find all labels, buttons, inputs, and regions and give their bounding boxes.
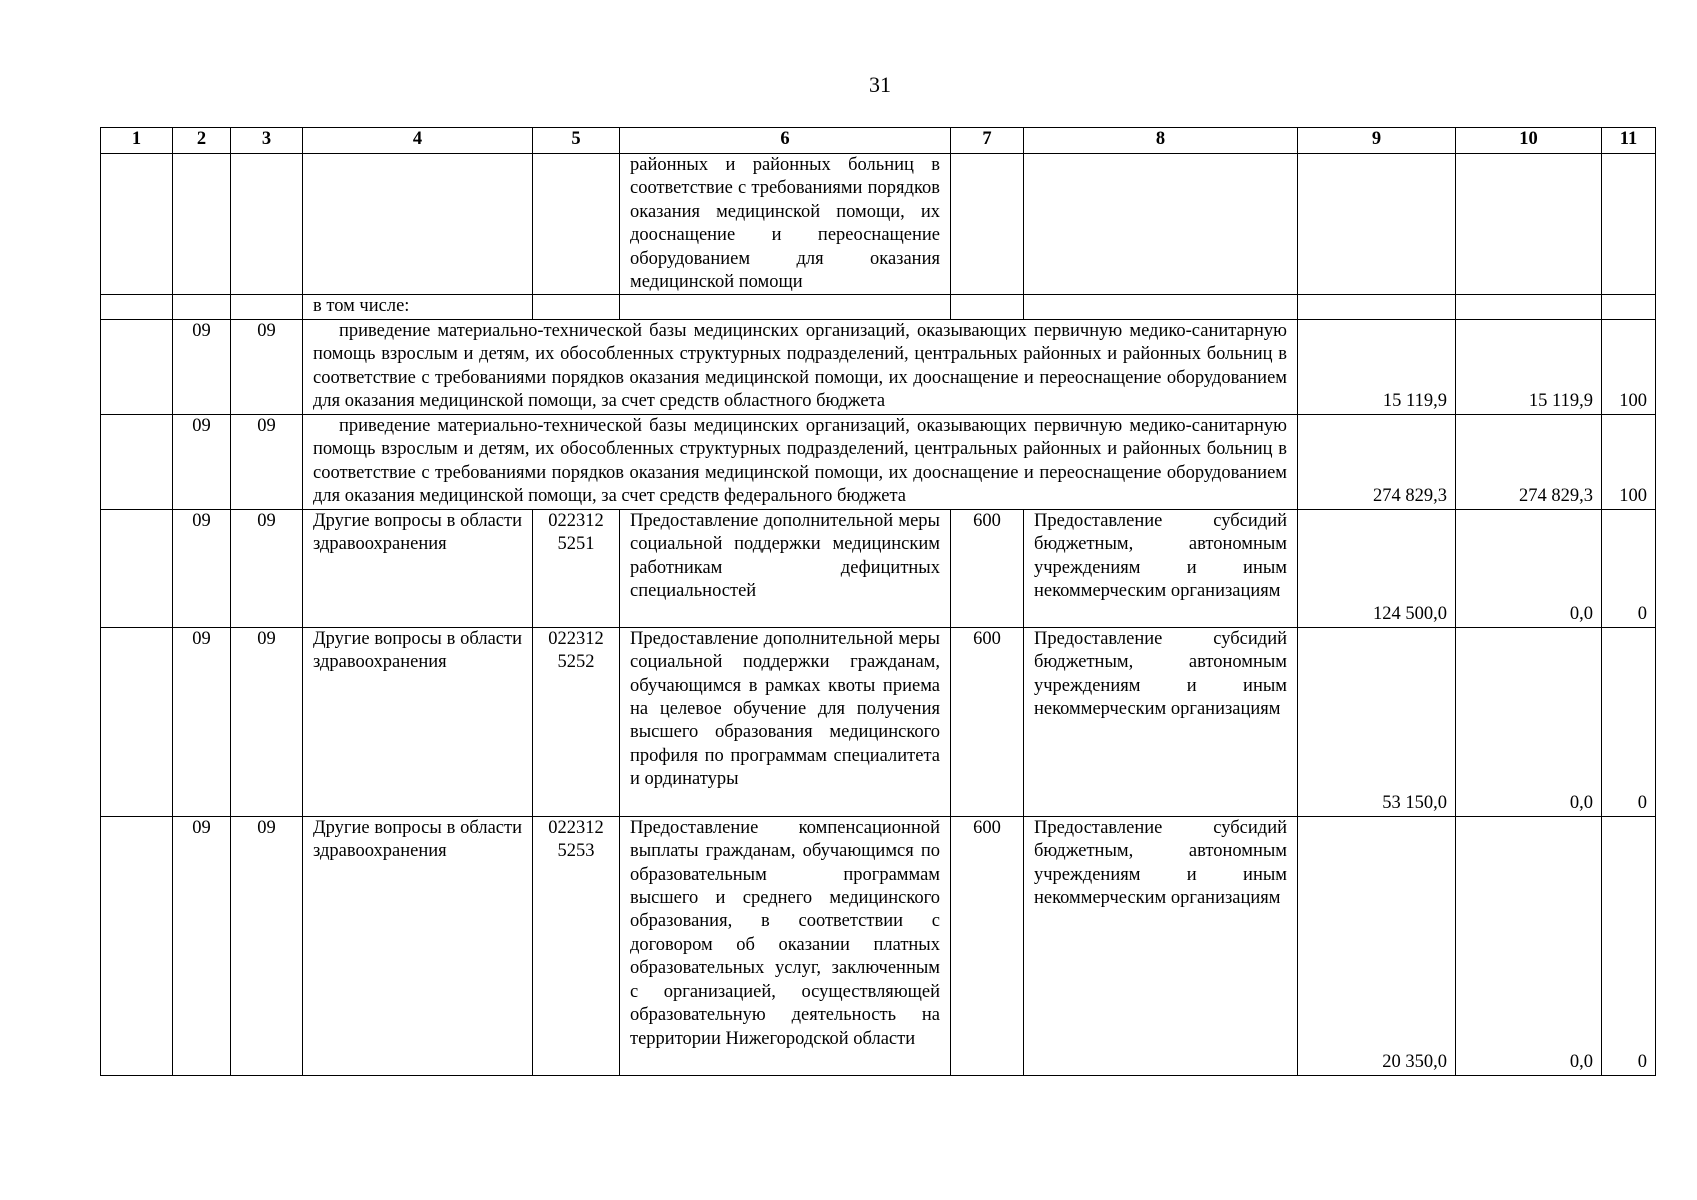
table-row (101, 319, 1656, 414)
table-cell (101, 154, 173, 295)
section-name: Другие вопросы в области здравоохранения (303, 816, 533, 1075)
expense-type-name: Предоставление субсидий бюджетным, автономным учреждениям и иным некоммерческим организациям (1024, 509, 1298, 627)
table-cell (1298, 295, 1456, 319)
actual-amount: 15 119,9 (1456, 319, 1602, 414)
budget-table (100, 127, 1656, 1076)
table-cell (951, 295, 1024, 319)
table-cell (101, 627, 173, 816)
table-cell (101, 319, 173, 414)
target-article-code (533, 627, 620, 816)
page-number: 31 (869, 72, 891, 97)
column-header: 1 (101, 128, 173, 154)
column-header: 5 (533, 128, 620, 154)
table-cell (101, 414, 173, 509)
event-description: Предоставление дополнительной меры социальной поддержки гражданам, обучающимся в рамках квоты приема на целевое обучение для получения высшего образования медицинского профиля по программам специалитета и ординатуры (620, 627, 951, 816)
planned-amount: 15 119,9 (1298, 319, 1456, 414)
table-cell (173, 154, 231, 295)
section-name: Другие вопросы в области здравоохранения (303, 627, 533, 816)
planned-amount: 53 150,0 (1298, 627, 1456, 816)
subsection-code: 09 (231, 816, 303, 1075)
column-header: 7 (951, 128, 1024, 154)
table-row (101, 154, 1656, 295)
table-cell (101, 509, 173, 627)
section-code: 09 (173, 627, 231, 816)
table-cell (101, 295, 173, 319)
section-code: 09 (173, 509, 231, 627)
table-cell (533, 295, 620, 319)
table-cell (1602, 295, 1656, 319)
table-row (101, 295, 1656, 319)
planned-amount: 274 829,3 (1298, 414, 1456, 509)
execution-percent: 100 (1602, 414, 1656, 509)
expense-type-name: Предоставление субсидий бюджетным, автономным учреждениям и иным некоммерческим организациям (1024, 627, 1298, 816)
section-code: 09 (173, 319, 231, 414)
table-cell (173, 295, 231, 319)
code-part: 5252 (557, 652, 595, 673)
subsection-code: 09 (231, 509, 303, 627)
column-header: 6 (620, 128, 951, 154)
code-part: 022312 (548, 628, 604, 649)
table-cell (303, 154, 533, 295)
table-row (101, 816, 1656, 1075)
target-article-code (533, 816, 620, 1075)
event-description: районных и районных больниц в соответствие с требованиями порядков оказания медицинской помощи, их дооснащение и переоснащение оборудованием для оказания медицинской помощи (620, 154, 951, 295)
table-cell (1298, 154, 1456, 295)
table-cell (1024, 154, 1298, 295)
actual-amount: 0,0 (1456, 816, 1602, 1075)
code-part: 022312 (548, 510, 604, 531)
column-header: 10 (1456, 128, 1602, 154)
execution-percent: 0 (1602, 816, 1656, 1075)
actual-amount: 0,0 (1456, 509, 1602, 627)
column-header: 11 (1602, 128, 1656, 154)
table-cell (620, 295, 951, 319)
table-header-row (101, 128, 1656, 154)
table-cell (231, 295, 303, 319)
event-description: Предоставление компенсационной выплаты гражданам, обучающимся по образовательным программам высшего и среднего медицинского образования, в соответствии с договором об оказании платных образовательных услуг, заключенным с организацией, осуществляющей образовательную деятельность на территории Нижегородской области (620, 816, 951, 1075)
code-part: 5253 (557, 841, 595, 862)
execution-percent: 0 (1602, 509, 1656, 627)
actual-amount: 274 829,3 (1456, 414, 1602, 509)
subsection-code: 09 (231, 627, 303, 816)
table-cell (1602, 154, 1656, 295)
planned-amount: 20 350,0 (1298, 816, 1456, 1075)
section-name: Другие вопросы в области здравоохранения (303, 509, 533, 627)
column-header: 4 (303, 128, 533, 154)
column-header: 9 (1298, 128, 1456, 154)
table-cell (231, 154, 303, 295)
merged-description: приведение материально-технической базы медицинских организаций, оказывающих первичную медико-санитарную помощь взрослым и детям, их обособленных структурных подразделений, центральных районных и районных больниц в соответствие с требованиями порядков оказания медицинской помощи, их дооснащение и переоснащение оборудованием для оказания медицинской помощи, за счет средств областного бюджета (303, 319, 1298, 414)
code-part: 022312 (548, 817, 604, 838)
code-part: 5251 (557, 534, 595, 555)
table-cell (533, 154, 620, 295)
section-code: 09 (173, 816, 231, 1075)
expense-type-code: 600 (951, 509, 1024, 627)
table-cell (1456, 154, 1602, 295)
table-cell (951, 154, 1024, 295)
table-row (101, 414, 1656, 509)
column-header: 8 (1024, 128, 1298, 154)
event-description: Предоставление дополнительной меры социальной поддержки медицинским работникам дефицитных специальностей (620, 509, 951, 627)
merged-description: приведение материально-технической базы медицинских организаций, оказывающих первичную медико-санитарную помощь взрослым и детям, их обособленных структурных подразделений, центральных районных и районных больниц в соответствие с требованиями порядков оказания медицинской помощи, их дооснащение и переоснащение оборудованием для оказания медицинской помощи, за счет средств федерального бюджета (303, 414, 1298, 509)
subsection-code: 09 (231, 319, 303, 414)
actual-amount: 0,0 (1456, 627, 1602, 816)
including-label: в том числе: (303, 295, 533, 319)
table-cell (101, 816, 173, 1075)
column-header: 2 (173, 128, 231, 154)
expense-type-code: 600 (951, 627, 1024, 816)
execution-percent: 100 (1602, 319, 1656, 414)
target-article-code (533, 509, 620, 627)
table-row (101, 627, 1656, 816)
expense-type-name: Предоставление субсидий бюджетным, автономным учреждениям и иным некоммерческим организациям (1024, 816, 1298, 1075)
section-code: 09 (173, 414, 231, 509)
table-cell (1024, 295, 1298, 319)
expense-type-code: 600 (951, 816, 1024, 1075)
column-header: 3 (231, 128, 303, 154)
subsection-code: 09 (231, 414, 303, 509)
table-row (101, 509, 1656, 627)
planned-amount: 124 500,0 (1298, 509, 1456, 627)
table-cell (1456, 295, 1602, 319)
execution-percent: 0 (1602, 627, 1656, 816)
